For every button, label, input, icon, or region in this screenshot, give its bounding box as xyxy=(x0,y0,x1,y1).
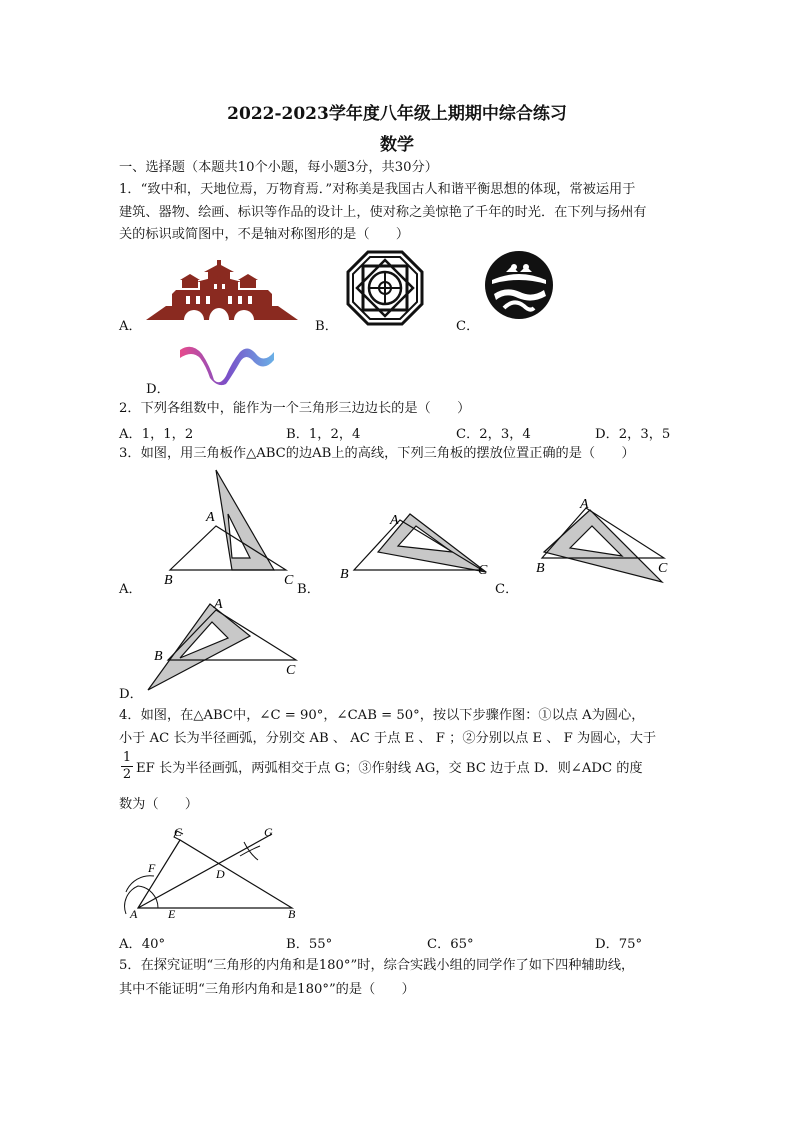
label-b: B xyxy=(288,907,296,920)
label-b: B xyxy=(154,649,163,664)
q1-option-b[interactable]: B． xyxy=(315,319,338,334)
bridge-pavilion-icon xyxy=(146,258,298,324)
q4-line: 小于 AC 长为半径画弧，分别交 AB 、 AC 于点 E 、 F ；②分别以点 E 、 F 为圆心，大于 xyxy=(119,731,657,746)
page-title: 2022-2023学年度八年级上期期中综合练习 xyxy=(227,104,567,124)
q3-figure-d xyxy=(140,594,302,694)
fraction-numerator: 1 xyxy=(122,750,132,765)
q1-option-d[interactable]: D． xyxy=(146,382,170,397)
fraction-denominator: 2 xyxy=(122,767,132,782)
q4-figure xyxy=(118,822,304,920)
label-e: E xyxy=(168,907,176,920)
q5-line: 其中不能证明“三角形内角和是180°”的是（ ） xyxy=(119,982,415,997)
q2-option-d[interactable]: D．2，3，5 xyxy=(595,427,671,442)
label-g: G xyxy=(264,825,273,839)
q1-line: 关的标识或简图中，不是轴对称图形的是（ ） xyxy=(119,227,410,242)
label-a: A xyxy=(580,497,589,512)
label-b: B xyxy=(536,561,545,576)
label-a: A xyxy=(206,510,215,525)
label-c: C xyxy=(286,663,296,678)
label-b: B xyxy=(164,573,173,588)
q3-figure-a xyxy=(158,468,308,588)
q4-option-d[interactable]: D．75° xyxy=(595,937,643,952)
q4-line: 4．如图，在△ABC中，∠C = 90°，∠CAB = 50°，按以下步骤作图：①以点 A为圆心， xyxy=(119,708,645,723)
q3-option-a[interactable]: A． xyxy=(119,582,142,597)
q2-stem: 2．下列各组数中，能作为一个三角形三边边长的是（ ） xyxy=(119,401,471,416)
q2-option-c[interactable]: C．2，3，4 xyxy=(456,427,531,442)
section-heading: 一、选择题（本题共10个小题，每小题3分，共30分） xyxy=(119,160,438,175)
q3-figure-b xyxy=(338,508,498,582)
q4-option-c[interactable]: C．65° xyxy=(427,937,474,952)
label-a: A xyxy=(130,907,138,920)
fraction-half xyxy=(121,750,133,783)
q3-stem: 3．如图，用三角板作△ABC的边AB上的高线，下列三角板的摆放位置正确的是（ ） xyxy=(119,446,635,461)
q5-line: 5．在探究证明“三角形的内角和是180°”时，综合实践小组的同学作了如下四种辅助线， xyxy=(119,958,635,973)
q3-figure-c xyxy=(534,494,678,584)
label-c: C xyxy=(284,573,294,588)
label-c: C xyxy=(174,825,183,839)
q3-option-c[interactable]: C． xyxy=(495,582,519,597)
ribbon-wave-icon xyxy=(176,340,278,386)
q3-option-b[interactable]: B． xyxy=(297,582,320,597)
label-a: A xyxy=(390,513,399,528)
q3-option-d[interactable]: D． xyxy=(119,687,143,702)
label-b: B xyxy=(340,567,349,582)
q4-line: EF 长为半径画弧，两弧相交于点 G；③作射线 AG，交 BC 边于点 D．则∠ADC 的度 xyxy=(136,761,643,776)
subject-title: 数学 xyxy=(380,135,414,155)
label-d: D xyxy=(216,867,225,881)
q1-option-a[interactable]: A． xyxy=(119,319,142,334)
label-f: F xyxy=(148,861,156,875)
q2-option-b[interactable]: B．1，2，4 xyxy=(286,427,361,442)
q1-option-c[interactable]: C． xyxy=(456,319,480,334)
q2-option-a[interactable]: A．1，1，2 xyxy=(119,427,194,442)
q4-line: 数为（ ） xyxy=(119,797,199,812)
q1-line: 建筑、器物、绘画、标识等作品的设计上，使对称之美惊艳了千年的时光．在下列与扬州有 xyxy=(119,205,647,220)
q1-line: 1．“致中和，天地位焉，万物育焉．”对称美是我国古人和谐平衡思想的体现，常被运用于 xyxy=(119,182,636,197)
label-c: C xyxy=(478,563,488,578)
label-c: C xyxy=(658,561,668,576)
lattice-window-icon xyxy=(346,250,424,326)
q4-option-b[interactable]: B．55° xyxy=(286,937,333,952)
round-emblem-icon xyxy=(484,250,554,320)
label-a: A xyxy=(214,597,223,612)
q4-option-a[interactable]: A．40° xyxy=(119,937,166,952)
